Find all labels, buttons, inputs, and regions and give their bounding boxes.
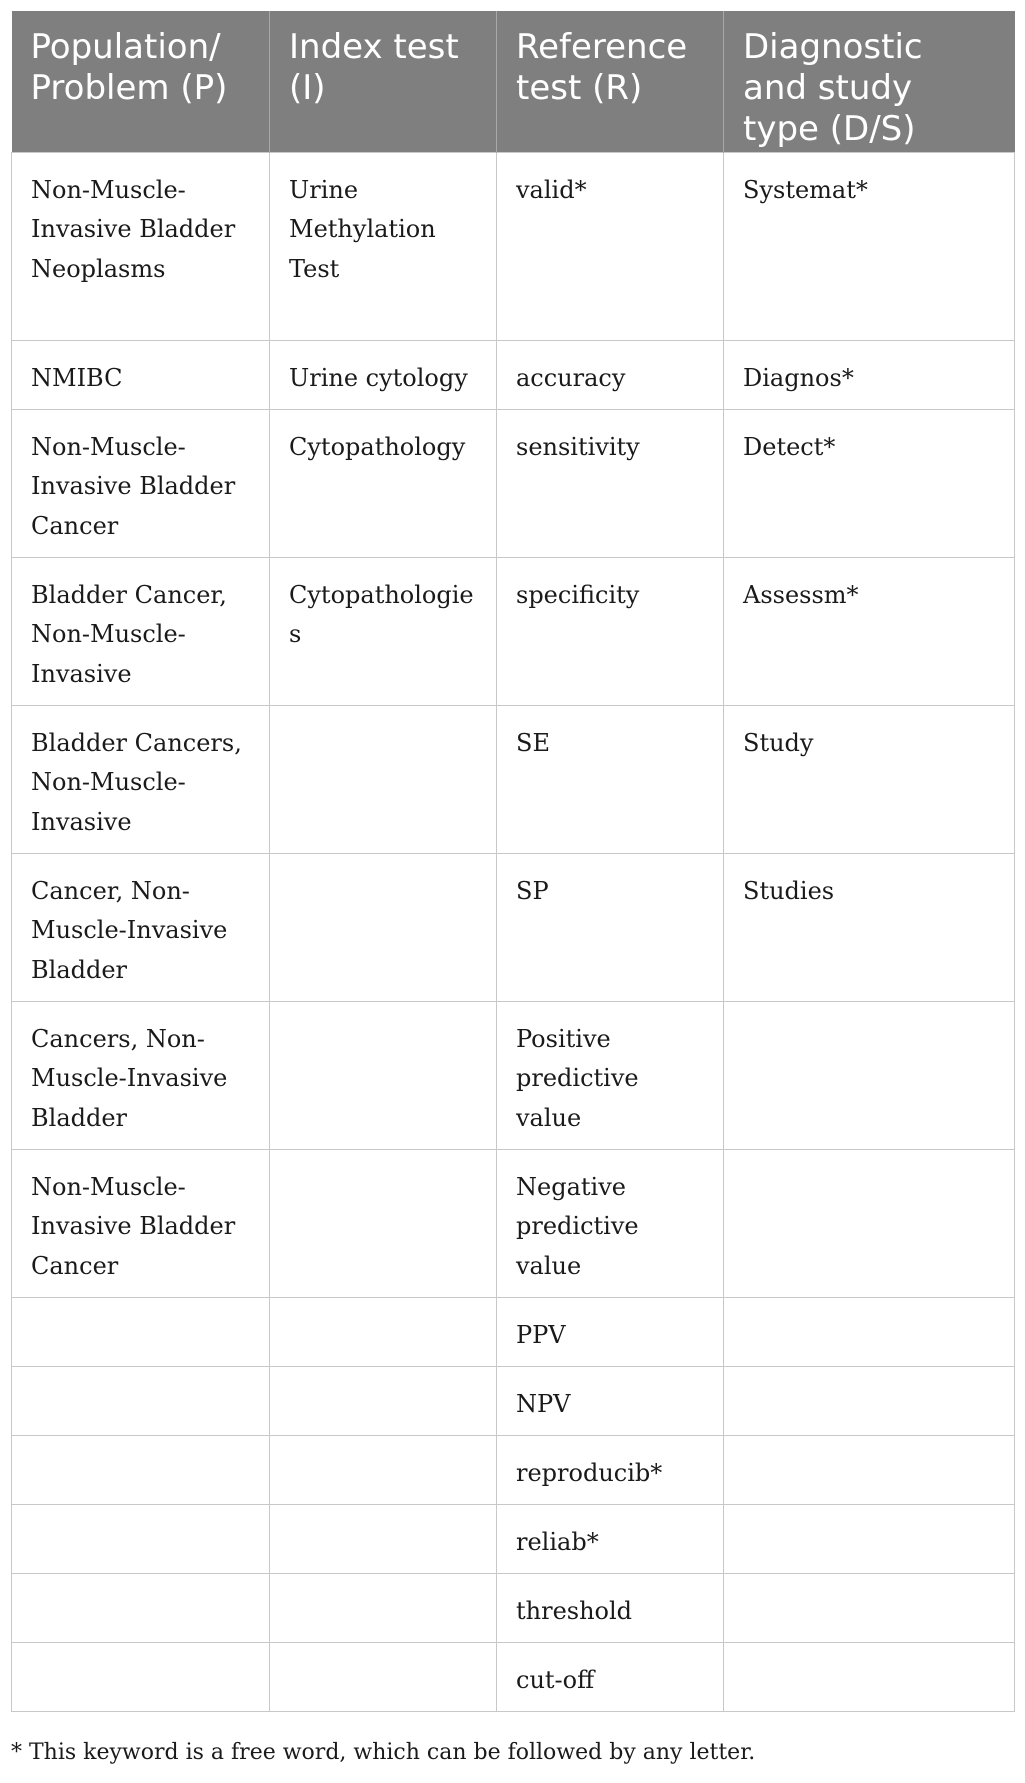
- header-row: [12, 11, 1015, 152]
- cell-index-test: [270, 1504, 497, 1573]
- cell-population: [12, 1366, 270, 1435]
- cell-study-type: [724, 1366, 1015, 1435]
- table-row: [12, 1366, 1015, 1435]
- table-row: [12, 557, 1015, 705]
- cell-study-type: Assessm*: [724, 557, 1015, 705]
- table-header: [12, 11, 1015, 152]
- cell-reference-test: PPV: [497, 1297, 724, 1366]
- table-row: [12, 152, 1015, 340]
- table-footnote: * This keyword is a free word, which can be followed by any letter.: [11, 1740, 756, 1765]
- cell-index-test: Urine cytology: [270, 340, 497, 409]
- table-body: [12, 152, 1015, 1711]
- cell-population: Cancer, Non-Muscle-Invasive Bladder: [12, 853, 270, 1001]
- cell-index-test: Urine Methylation Test: [270, 152, 497, 340]
- table-row: [12, 1642, 1015, 1711]
- cell-index-test: Cytopathology: [270, 409, 497, 557]
- cell-reference-test: reliab*: [497, 1504, 724, 1573]
- cell-index-test: [270, 1435, 497, 1504]
- cell-study-type: [724, 1435, 1015, 1504]
- cell-study-type: [724, 1504, 1015, 1573]
- cell-study-type: [724, 1642, 1015, 1711]
- cell-index-test: [270, 1149, 497, 1297]
- cell-reference-test: cut-off: [497, 1642, 724, 1711]
- table-row: [12, 340, 1015, 409]
- cell-reference-test: Positive predictive value: [497, 1001, 724, 1149]
- cell-reference-test: sensitivity: [497, 409, 724, 557]
- cell-study-type: Systemat*: [724, 152, 1015, 340]
- table-row: [12, 853, 1015, 1001]
- table-row: [12, 1573, 1015, 1642]
- cell-study-type: Study: [724, 705, 1015, 853]
- cell-study-type: [724, 1573, 1015, 1642]
- header-diagnostic-study-type: Diagnostic and study type (D/S): [724, 11, 1015, 152]
- table-row: [12, 705, 1015, 853]
- search-terms-table: [11, 11, 1015, 1712]
- cell-population: Bladder Cancers, Non-Muscle-Invasive: [12, 705, 270, 853]
- cell-study-type: Diagnos*: [724, 340, 1015, 409]
- cell-study-type: Detect*: [724, 409, 1015, 557]
- cell-reference-test: Negative predictive value: [497, 1149, 724, 1297]
- cell-population: Cancers, Non-Muscle-Invasive Bladder: [12, 1001, 270, 1149]
- cell-reference-test: valid*: [497, 152, 724, 340]
- search-terms-table-container: [11, 11, 1014, 1712]
- cell-reference-test: specificity: [497, 557, 724, 705]
- cell-index-test: [270, 1573, 497, 1642]
- table-row: [12, 1297, 1015, 1366]
- cell-index-test: [270, 1366, 497, 1435]
- cell-population: [12, 1573, 270, 1642]
- table-row: [12, 409, 1015, 557]
- header-index-test: Index test (I): [270, 11, 497, 152]
- header-population: Population/ Problem (P): [12, 11, 270, 152]
- cell-reference-test: threshold: [497, 1573, 724, 1642]
- cell-reference-test: NPV: [497, 1366, 724, 1435]
- cell-study-type: [724, 1149, 1015, 1297]
- cell-study-type: [724, 1001, 1015, 1149]
- header-reference-test: Reference test (R): [497, 11, 724, 152]
- table-row: [12, 1435, 1015, 1504]
- cell-index-test: [270, 1297, 497, 1366]
- cell-index-test: [270, 853, 497, 1001]
- cell-index-test: Cytopathologies: [270, 557, 497, 705]
- cell-index-test: [270, 1001, 497, 1149]
- cell-population: Non-Muscle-Invasive Bladder Cancer: [12, 409, 270, 557]
- cell-study-type: Studies: [724, 853, 1015, 1001]
- cell-index-test: [270, 705, 497, 853]
- cell-population: Non-Muscle-Invasive Bladder Cancer: [12, 1149, 270, 1297]
- cell-population: [12, 1297, 270, 1366]
- table-row: [12, 1504, 1015, 1573]
- cell-reference-test: accuracy: [497, 340, 724, 409]
- cell-population: [12, 1435, 270, 1504]
- cell-reference-test: reproducib*: [497, 1435, 724, 1504]
- table-row: [12, 1149, 1015, 1297]
- cell-reference-test: SP: [497, 853, 724, 1001]
- cell-index-test: [270, 1642, 497, 1711]
- cell-population: Bladder Cancer, Non-Muscle-Invasive: [12, 557, 270, 705]
- cell-population: [12, 1504, 270, 1573]
- cell-population: NMIBC: [12, 340, 270, 409]
- cell-study-type: [724, 1297, 1015, 1366]
- cell-population: [12, 1642, 270, 1711]
- table-row: [12, 1001, 1015, 1149]
- cell-reference-test: SE: [497, 705, 724, 853]
- cell-population: Non-Muscle-Invasive Bladder Neoplasms: [12, 152, 270, 340]
